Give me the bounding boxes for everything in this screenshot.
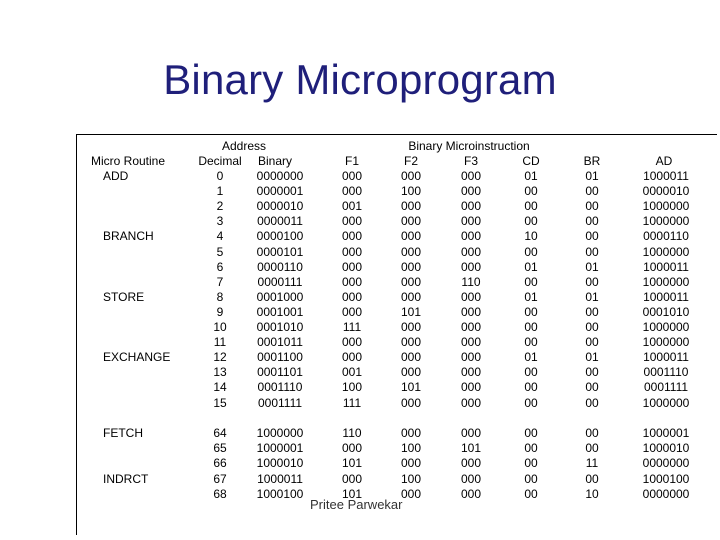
br-cell: 00 bbox=[585, 320, 599, 334]
f1-cell: 001 bbox=[341, 365, 363, 380]
f2-cell: 000 bbox=[400, 214, 422, 229]
header-ad: AD bbox=[655, 154, 673, 168]
cd-cell: 01 bbox=[524, 350, 538, 365]
f1-cell: 000 bbox=[341, 229, 363, 244]
ad-cell: 1000010 bbox=[642, 441, 690, 456]
f1-cell: 000 bbox=[341, 259, 363, 274]
f2-cell: 000 bbox=[400, 169, 422, 183]
cd-cell: 01 bbox=[524, 169, 538, 183]
f2-cell: 000 bbox=[400, 335, 422, 350]
ad-cell: 1000011 bbox=[643, 169, 689, 183]
f1-cell: 000 bbox=[341, 214, 363, 229]
f1-cell: 111 bbox=[342, 395, 362, 410]
routine-label: BRANCH bbox=[103, 229, 154, 244]
cd-cell: 00 bbox=[524, 304, 538, 319]
br-cell: 00 bbox=[585, 426, 599, 440]
f2-cell: 000 bbox=[400, 486, 422, 501]
header-br: BR bbox=[583, 154, 601, 168]
ad-cell: 1000011 bbox=[643, 289, 689, 304]
cd-cell: 00 bbox=[524, 441, 538, 456]
cd-cell: 00 bbox=[524, 320, 538, 334]
f3-cell: 000 bbox=[460, 304, 482, 319]
decimal-cell: 13 bbox=[213, 365, 227, 380]
binary-cell: 0000001 bbox=[256, 184, 304, 199]
ad-cell: 1000011 bbox=[643, 350, 689, 365]
f2-cell: 000 bbox=[400, 289, 422, 304]
br-cell: 01 bbox=[585, 169, 599, 183]
f3-cell: 000 bbox=[460, 471, 482, 486]
ad-cell: 1000011 bbox=[643, 259, 689, 274]
br-cell: 00 bbox=[585, 274, 599, 289]
header-decimal: Decimal bbox=[198, 154, 242, 168]
f1-cell: 000 bbox=[341, 244, 363, 259]
f3-cell: 000 bbox=[460, 214, 482, 229]
f3-cell: 110 bbox=[461, 274, 481, 289]
decimal-cell: 68 bbox=[213, 486, 227, 501]
ad-cell: 1000001 bbox=[642, 426, 690, 440]
routine-label: EXCHANGE bbox=[103, 350, 171, 365]
f3-cell: 000 bbox=[460, 456, 482, 471]
f3-cell: 000 bbox=[460, 320, 482, 334]
f2-cell: 000 bbox=[400, 365, 422, 380]
f3-cell: 101 bbox=[460, 441, 482, 456]
binary-cell: 0000000 bbox=[256, 169, 304, 183]
cd-cell: 00 bbox=[524, 380, 538, 395]
f2-cell: 000 bbox=[400, 426, 422, 440]
ad-cell: 0001010 bbox=[642, 304, 690, 319]
decimal-cell: 4 bbox=[216, 229, 224, 244]
binary-cell: 0000111 bbox=[257, 274, 303, 289]
br-cell: 01 bbox=[585, 259, 599, 274]
decimal-cell: 14 bbox=[213, 380, 227, 395]
f2-cell: 101 bbox=[400, 304, 422, 319]
binary-cell: 0000110 bbox=[257, 259, 303, 274]
f2-cell: 000 bbox=[400, 229, 422, 244]
ad-cell: 1000000 bbox=[642, 214, 690, 229]
f2-cell: 101 bbox=[400, 380, 422, 395]
ad-cell: 1000000 bbox=[642, 244, 690, 259]
binary-cell: 1000001 bbox=[256, 441, 304, 456]
f2-cell: 000 bbox=[400, 350, 422, 365]
f1-cell: 000 bbox=[341, 289, 363, 304]
header-binary-microinstruction: Binary Microinstruction bbox=[408, 139, 530, 153]
binary-cell: 0001111 bbox=[257, 395, 303, 410]
cd-cell: 00 bbox=[524, 244, 538, 259]
binary-cell: 0001011 bbox=[257, 335, 303, 350]
cd-cell: 00 bbox=[524, 456, 538, 471]
f1-cell: 000 bbox=[341, 184, 363, 199]
decimal-cell: 1 bbox=[216, 184, 224, 199]
br-cell: 01 bbox=[585, 350, 599, 365]
br-cell: 00 bbox=[585, 335, 599, 350]
f2-cell: 000 bbox=[400, 199, 422, 214]
decimal-cell: 7 bbox=[216, 274, 224, 289]
br-cell: 00 bbox=[585, 229, 599, 244]
decimal-cell: 10 bbox=[213, 320, 227, 334]
br-cell: 00 bbox=[585, 365, 599, 380]
f2-cell: 100 bbox=[400, 184, 422, 199]
ad-cell: 0000110 bbox=[643, 229, 689, 244]
cd-cell: 01 bbox=[524, 259, 538, 274]
f3-cell: 000 bbox=[460, 335, 482, 350]
decimal-cell: 66 bbox=[213, 456, 227, 471]
ad-cell: 1000000 bbox=[642, 335, 690, 350]
footer-author: Pritee Parwekar bbox=[310, 497, 403, 512]
br-cell: 00 bbox=[585, 214, 599, 229]
binary-cell: 0001001 bbox=[256, 304, 304, 319]
cd-cell: 10 bbox=[524, 229, 538, 244]
f2-cell: 000 bbox=[400, 456, 422, 471]
header-micro-routine: Micro Routine bbox=[90, 154, 166, 168]
ad-cell: 1000000 bbox=[642, 395, 690, 410]
ad-cell: 0000010 bbox=[642, 184, 690, 199]
binary-cell: 0000100 bbox=[256, 229, 304, 244]
f3-cell: 000 bbox=[460, 244, 482, 259]
routine-label: FETCH bbox=[103, 426, 143, 440]
cd-cell: 00 bbox=[524, 471, 538, 486]
f3-cell: 000 bbox=[460, 259, 482, 274]
br-cell: 00 bbox=[585, 244, 599, 259]
ad-cell: 1000100 bbox=[642, 471, 690, 486]
decimal-cell: 9 bbox=[216, 304, 224, 319]
binary-cell: 1000010 bbox=[256, 456, 304, 471]
f1-cell: 000 bbox=[341, 441, 363, 456]
f3-cell: 000 bbox=[460, 350, 482, 365]
br-cell: 00 bbox=[585, 380, 599, 395]
table-frame bbox=[76, 134, 717, 535]
routine-label: STORE bbox=[103, 289, 145, 304]
f1-cell: 100 bbox=[341, 380, 363, 395]
f1-cell: 000 bbox=[341, 335, 363, 350]
header-binary: Binary bbox=[257, 154, 293, 168]
cd-cell: 00 bbox=[524, 184, 538, 199]
binary-cell: 1000011 bbox=[257, 471, 303, 486]
decimal-cell: 64 bbox=[213, 426, 227, 440]
decimal-cell: 67 bbox=[213, 471, 227, 486]
ad-cell: 1000000 bbox=[642, 199, 690, 214]
f3-cell: 000 bbox=[460, 289, 482, 304]
f1-cell: 101 bbox=[341, 456, 363, 471]
header-f2: F2 bbox=[403, 154, 419, 168]
decimal-cell: 15 bbox=[213, 395, 227, 410]
ad-cell: 1000000 bbox=[642, 320, 690, 334]
br-cell: 00 bbox=[585, 199, 599, 214]
f2-cell: 000 bbox=[400, 395, 422, 410]
cd-cell: 00 bbox=[524, 214, 538, 229]
binary-cell: 1000100 bbox=[256, 486, 304, 501]
br-cell: 00 bbox=[585, 395, 599, 410]
decimal-cell: 5 bbox=[216, 244, 224, 259]
f1-cell: 111 bbox=[342, 320, 362, 334]
f2-cell: 000 bbox=[400, 259, 422, 274]
header-address: Address bbox=[221, 139, 267, 153]
f2-cell: 000 bbox=[400, 274, 422, 289]
f2-cell: 100 bbox=[400, 471, 422, 486]
decimal-cell: 8 bbox=[216, 289, 224, 304]
br-cell: 00 bbox=[585, 184, 599, 199]
routine-label: ADD bbox=[103, 169, 129, 183]
f2-cell: 000 bbox=[400, 244, 422, 259]
decimal-cell: 65 bbox=[213, 441, 227, 456]
ad-cell: 0001111 bbox=[643, 380, 689, 395]
ad-cell: 0001110 bbox=[643, 365, 689, 380]
cd-cell: 00 bbox=[524, 335, 538, 350]
decimal-cell: 2 bbox=[216, 199, 224, 214]
cd-cell: 00 bbox=[524, 395, 538, 410]
f1-cell: 000 bbox=[341, 471, 363, 486]
binary-cell: 0001101 bbox=[257, 365, 303, 380]
ad-cell: 1000000 bbox=[642, 274, 690, 289]
f3-cell: 000 bbox=[460, 395, 482, 410]
routine-label: INDRCT bbox=[103, 471, 149, 486]
f1-cell: 000 bbox=[341, 304, 363, 319]
ad-cell: 0000000 bbox=[642, 486, 690, 501]
decimal-cell: 3 bbox=[216, 214, 224, 229]
page-title: Binary Microprogram bbox=[163, 56, 557, 103]
cd-cell: 00 bbox=[524, 365, 538, 380]
binary-cell: 0000010 bbox=[256, 199, 304, 214]
f3-cell: 000 bbox=[460, 229, 482, 244]
br-cell: 01 bbox=[585, 289, 599, 304]
f3-cell: 000 bbox=[460, 199, 482, 214]
f2-cell: 000 bbox=[400, 320, 422, 334]
binary-cell: 0001110 bbox=[257, 380, 303, 395]
f1-cell: 001 bbox=[341, 199, 363, 214]
br-cell: 00 bbox=[585, 304, 599, 319]
br-cell: 11 bbox=[585, 456, 599, 471]
ad-cell: 0000000 bbox=[642, 456, 690, 471]
decimal-cell: 0 bbox=[216, 169, 224, 183]
f2-cell: 100 bbox=[400, 441, 422, 456]
header-cd: CD bbox=[522, 154, 540, 168]
f1-cell: 000 bbox=[341, 169, 363, 183]
cd-cell: 00 bbox=[524, 426, 538, 440]
br-cell: 00 bbox=[585, 441, 599, 456]
f3-cell: 000 bbox=[460, 486, 482, 501]
f3-cell: 000 bbox=[460, 426, 482, 440]
f1-cell: 101 bbox=[341, 486, 363, 501]
br-cell: 00 bbox=[585, 471, 599, 486]
f1-cell: 110 bbox=[342, 426, 362, 440]
header-f3: F3 bbox=[463, 154, 479, 168]
cd-cell: 00 bbox=[524, 274, 538, 289]
cd-cell: 00 bbox=[524, 199, 538, 214]
binary-cell: 0001100 bbox=[257, 350, 303, 365]
binary-cell: 0000011 bbox=[257, 214, 303, 229]
binary-cell: 1000000 bbox=[256, 426, 304, 440]
binary-cell: 0001000 bbox=[256, 289, 304, 304]
decimal-cell: 12 bbox=[213, 350, 227, 365]
cd-cell: 00 bbox=[524, 486, 538, 501]
binary-cell: 0000101 bbox=[256, 244, 304, 259]
decimal-cell: 11 bbox=[213, 335, 227, 350]
f1-cell: 000 bbox=[341, 274, 363, 289]
cd-cell: 01 bbox=[524, 289, 538, 304]
decimal-cell: 6 bbox=[216, 259, 224, 274]
f3-cell: 000 bbox=[460, 365, 482, 380]
f3-cell: 000 bbox=[460, 184, 482, 199]
binary-cell: 0001010 bbox=[256, 320, 304, 334]
br-cell: 10 bbox=[585, 486, 599, 501]
f1-cell: 000 bbox=[341, 350, 363, 365]
f3-cell: 000 bbox=[460, 169, 482, 183]
f3-cell: 000 bbox=[460, 380, 482, 395]
header-f1: F1 bbox=[344, 154, 360, 168]
